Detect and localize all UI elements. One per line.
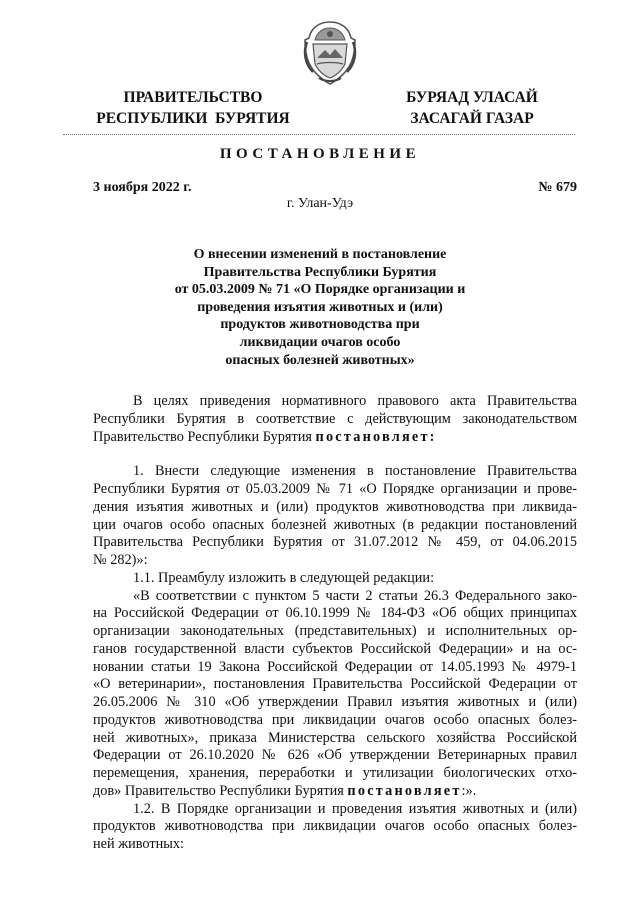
body-line: ции очагов особо опасных болезней животных (в редакции постановлений [93, 516, 577, 533]
body-line: Федерации от 26.10.2020 № 626 «Об утверждении Ветеринарных правил [93, 747, 577, 764]
org-name-buryat [392, 87, 552, 129]
org-left-line-1: ПРАВИТЕЛЬСТВО [123, 89, 263, 106]
body-line: «В соответствии с пунктом 5 части 2 статьи 26.3 Федерального зако- [133, 587, 577, 604]
body-line: «О ветеринарии», постановления Правительства Российской Федерации от [93, 676, 577, 693]
body-text-span: Правительство Республики Бурятия [93, 428, 316, 445]
body-text-span: :». [461, 782, 477, 799]
document-body [93, 393, 577, 854]
title-line: проведения изъятия животных и (или) [197, 299, 443, 315]
org-left-line-2: РЕСПУБЛИКИ БУРЯТИЯ [96, 110, 290, 127]
title-line: продуктов животноводства при [220, 317, 420, 333]
org-right-line-2: ЗАСАГАЙ ГАЗАР [410, 110, 534, 127]
body-line: на Российской Федерации от 06.10.1999 № 184-ФЗ «Об общих принципах [93, 605, 577, 622]
body-line: В целях приведения нормативного правового акта Правительства [133, 393, 577, 409]
document-date: 3 ноября 2022 г. [93, 180, 192, 195]
document-title [140, 246, 500, 369]
body-line: Республики Бурятия от 05.03.2009 № 71 «О Порядке организации и прове- [93, 481, 577, 497]
title-line: О внесении изменений в постановление [193, 247, 447, 262]
title-line: Правительства Республики Бурятия [203, 264, 437, 280]
document-city: г. Улан-Удэ [286, 196, 354, 211]
body-line: продуктов животноводства при ликвидации очагов особо опасных болез- [93, 818, 577, 835]
document-number: № 679 [538, 180, 577, 195]
body-line: 1. Внести следующие изменения в постановление Правительства [133, 463, 577, 480]
coat-of-arms-emblem [299, 20, 361, 86]
body-line: 1.1. Преамбулу изложить в следующей редакции: [133, 569, 435, 586]
body-line: № 282)»: [93, 552, 148, 568]
document-type: ПОСТАНОВЛЕНИЕ [219, 146, 421, 162]
title-line: ликвидации очагов особо [239, 334, 401, 350]
body-line: дения изъятия животных и (или) продуктов животноводства при ликвида- [93, 498, 577, 515]
body-line: 1.2. В Порядке организации и проведения изъятия животных и (или) [133, 800, 577, 817]
body-line: ней животных: [93, 836, 184, 852]
body-line: новании статьи 19 Закона Российской Федерации от 14.05.1993 № 4979-1 [93, 658, 577, 675]
title-line: от 05.03.2009 № 71 «О Порядке организации и [174, 282, 466, 298]
body-line: ней животных», приказа Министерства сельского хозяйства Российской [93, 729, 577, 746]
title-line: опасных болезней животных» [225, 352, 415, 368]
body-line: продуктов животноводства при ликвидации очагов особо опасных болез- [93, 711, 577, 728]
org-right-line-1: БУРЯАД УЛАСАЙ [406, 89, 538, 106]
body-line: Правительства Республики Бурятия от 31.07.2012 № 459, от 04.06.2015 [93, 534, 577, 551]
resolution-word: постановляет: [315, 428, 437, 445]
body-line: 26.05.2006 № 310 «Об утверждении Правил изъятия животных и (или) [93, 694, 577, 710]
body-line: перемещения, хранения, переработки и утилизации биологических отхо- [93, 765, 577, 781]
resolution-word: постановляет [347, 782, 462, 799]
body-line: ганов государственной власти субъектов Российской Федерации» и на ос- [93, 640, 577, 657]
org-name-russian [93, 87, 293, 129]
body-line: организации законодательных (представительных) и исполнительных ор- [93, 623, 577, 639]
header-divider [63, 134, 575, 135]
body-line: Республики Бурятия в соответствие с действующим законодательством [93, 410, 577, 427]
body-line [93, 783, 577, 801]
body-line [93, 429, 577, 447]
body-text-span: дов» Правительство Республики Бурятия [93, 782, 348, 799]
